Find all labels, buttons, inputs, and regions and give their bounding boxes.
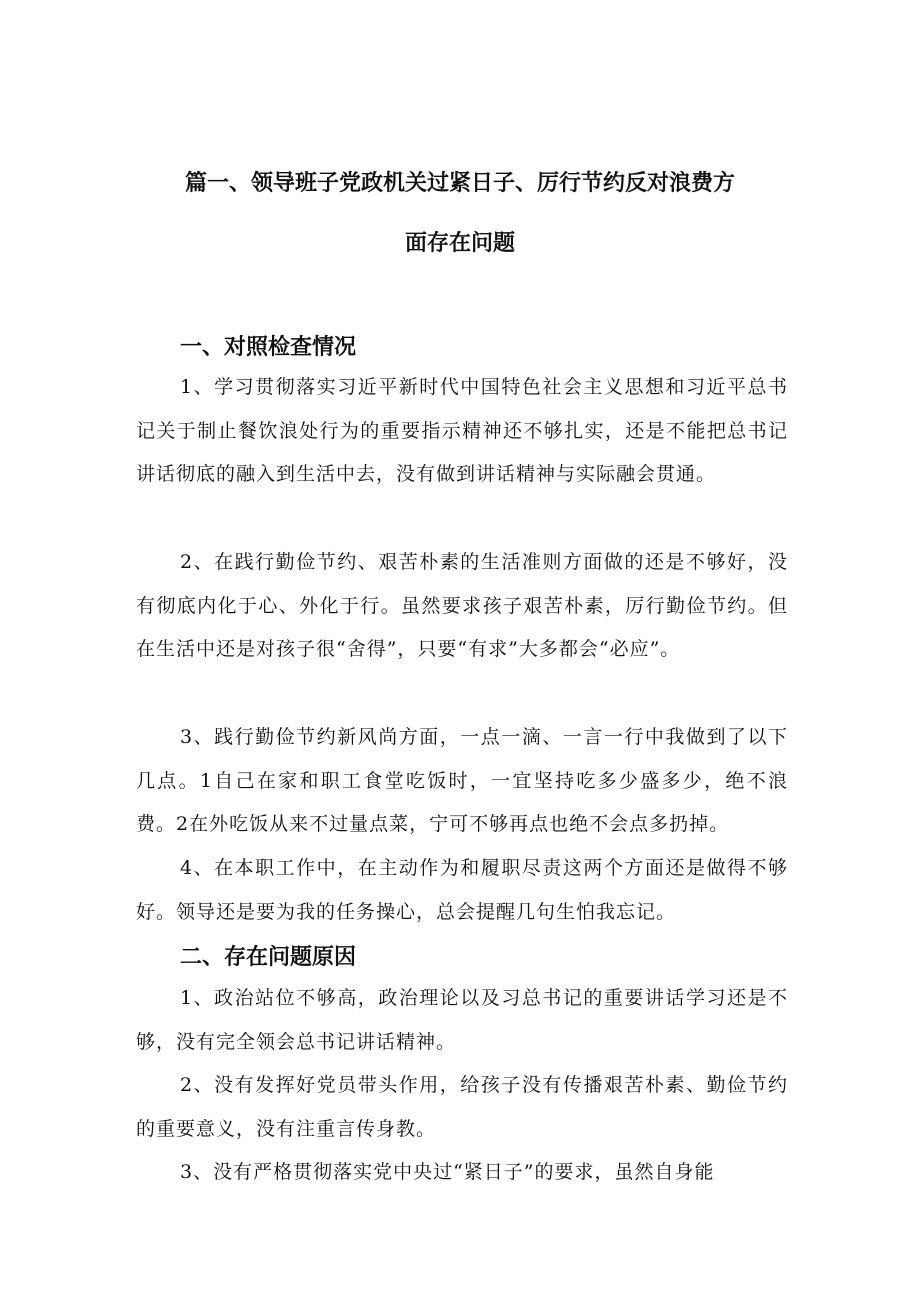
section-heading-2: 二、存在问题原因	[180, 945, 357, 970]
document-title-line-1: 篇一、领导班子党政机关过紧日子、厉行节约反对浪费方	[184, 171, 735, 196]
paragraph: 3、践行勤俭节约新风尚方面，一点一滴、一言一行中我做到了以下几点。1自己在家和职工食堂吃饭时，一宜坚持吃多少盛多少，绝不浪费。2在外吃饭从来不过量点菜，宁可不够再点也绝不会点多扔掉。	[136, 726, 788, 836]
section-heading-1: 一、对照检查情况	[180, 335, 357, 360]
document-title-line-2: 面存在问题	[404, 231, 515, 256]
paragraph: 3、没有严格贯彻落实党中央过“紧日子”的要求，虽然自身能	[180, 1161, 715, 1183]
paragraph: 2、在践行勤俭节约、艰苦朴素的生活准则方面做的还是不够好，没有彻底内化于心、外化于行。虽然要求孩子艰苦朴素，厉行勤俭节约。但在生活中还是对孩子很“舍得”，只要“有求”大多都会“必应”。	[136, 551, 788, 661]
paragraph: 4、在本职工作中，在主动作为和履职尽责这两个方面还是做得不够好。领导还是要为我的任务操心，总会提醒几句生怕我忘记。	[136, 857, 788, 923]
paragraph: 1、政治站位不够高，政治理论以及习总书记的重要讲话学习还是不够，没有完全领会总书记讲话精神。	[136, 987, 788, 1053]
paragraph: 2、没有发挥好党员带头作用，给孩子没有传播艰苦朴素、勤俭节约的重要意义，没有注重言传身教。	[136, 1074, 788, 1140]
paragraph: 1、学习贯彻落实习近平新时代中国特色社会主义思想和习近平总书记关于制止餐饮浪处行为的重要指示精神还不够扎实，还是不能把总书记讲话彻底的融入到生活中去，没有做到讲话精神与实际融会贯通。	[136, 376, 788, 486]
